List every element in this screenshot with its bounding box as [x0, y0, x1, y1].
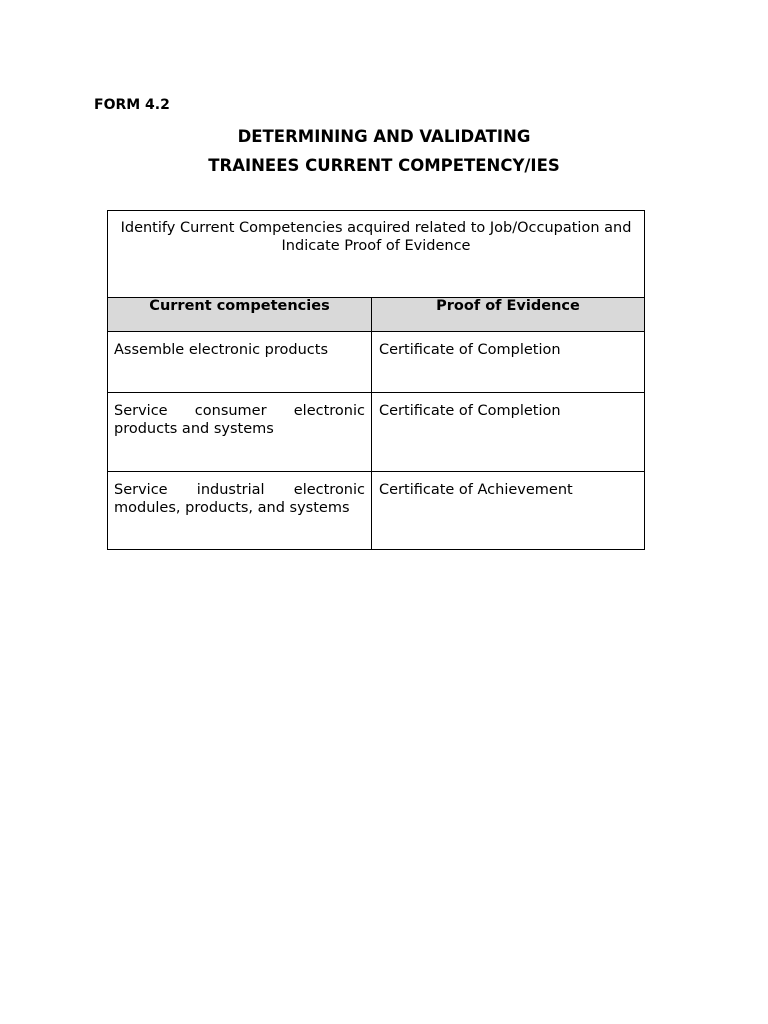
competency-cell: Assemble electronic products — [108, 332, 372, 393]
header-proof-of-evidence: Proof of Evidence — [372, 298, 645, 332]
table-row — [108, 472, 645, 550]
instruction-row — [108, 211, 645, 298]
table-row — [108, 393, 645, 472]
page-title-line-2: TRAINEES CURRENT COMPETENCY/IES — [208, 156, 560, 175]
table-row — [108, 332, 645, 393]
form-number: FORM 4.2 — [94, 97, 170, 113]
competency-cell: Service consumer electronic products and systems — [108, 393, 372, 472]
evidence-cell: Certificate of Completion — [372, 332, 645, 393]
page-title-line-1: DETERMINING AND VALIDATING — [237, 127, 531, 146]
evidence-cell: Certificate of Completion — [372, 393, 645, 472]
competency-cell: Service industrial electronic modules, products, and systems — [108, 472, 372, 550]
instruction-cell: Identify Current Competencies acquired related to Job/Occupation and Indicate Proof of Evidence — [108, 211, 645, 298]
header-current-competencies: Current competencies — [108, 298, 372, 332]
competency-table — [107, 210, 645, 550]
evidence-cell: Certificate of Achievement — [372, 472, 645, 550]
header-row — [108, 298, 645, 332]
